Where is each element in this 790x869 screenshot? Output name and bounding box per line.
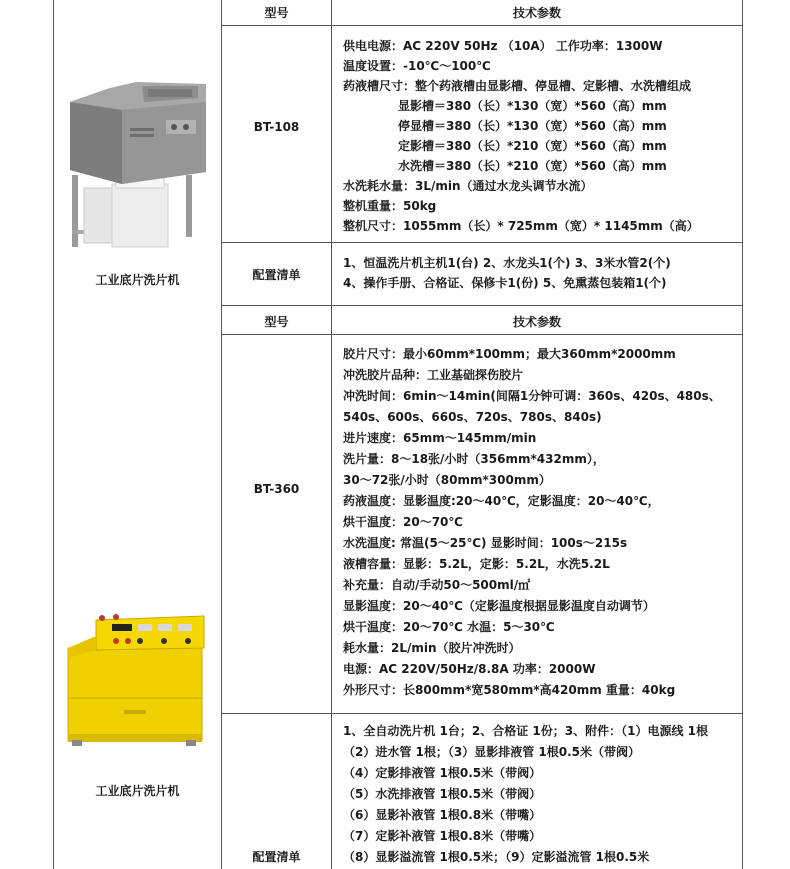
spec-line: 温度设置：-10℃～100℃ xyxy=(343,59,491,73)
spec-line: 冲洗时间：6min～14min(间隔1分钟可调：360s、420s、480s、 xyxy=(343,389,721,403)
model-bt-108: BT-108 xyxy=(253,120,300,134)
spec-line: 整机尺寸：1055mm（长）* 725mm（宽）* 1145mm（高） xyxy=(343,219,699,233)
spec-line: 洗片量：8～18张/小时（356mm*432mm）， xyxy=(343,452,605,466)
config-line: （5）水洗排液管 1根0.5米（带阀） xyxy=(343,787,542,801)
config-label-bt-108: 配置清单 xyxy=(252,268,301,282)
spec-line: 定影槽＝380（长）*210（宽）*560（高）mm xyxy=(398,139,667,153)
config-line: （4）定影排液管 1根0.5米（带阀） xyxy=(343,766,542,780)
spec-line: 耗水量：2L/min（胶片冲洗时） xyxy=(343,641,521,655)
config-line: （7）定影补液管 1根0.8米（带嘴） xyxy=(343,829,542,843)
spec-line: 水洗耗水量：3L/min（通过水龙头调节水流） xyxy=(343,179,593,193)
spec-line: 进片速度：65mm～145mm/min xyxy=(343,431,537,445)
spec-line: 供电电源：AC 220V 50Hz （10A） 工作功率：1300W xyxy=(343,39,663,53)
spec-list-bt-108 xyxy=(343,36,738,236)
spec-line: 药液温度：显影温度:20～40℃，定影温度：20～40℃， xyxy=(343,494,660,508)
spec-line: 外形尺寸：长800mm*宽580mm*高420mm 重量：40kg xyxy=(343,683,676,697)
config-list-bt-108 xyxy=(343,253,738,293)
spec-line: 液槽容量：显影：5.2L，定影：5.2L，水洗5.2L xyxy=(343,557,610,571)
header-model-2: 型号 xyxy=(264,315,289,329)
spec-line: 显影温度：20～40℃（定影温度根据显影温度自动调节） xyxy=(343,599,655,613)
bt-360-machine-image xyxy=(64,614,210,748)
config-label-bt-360: 配置清单 xyxy=(252,850,301,864)
spec-line: 药液槽尺寸：整个药液槽由显影槽、停显槽、定影槽、水洗槽组成 xyxy=(343,79,692,93)
header-spec: 技术参数 xyxy=(512,6,561,20)
spec-line: 整机重量：50kg xyxy=(343,199,437,213)
caption-bt-108: 工业底片洗片机 xyxy=(95,273,180,287)
config-line: （2）进水管 1根；（3）显影排液管 1根0.5米（带阀） xyxy=(343,745,641,759)
header-model: 型号 xyxy=(264,6,289,20)
config-line: 1、全自动洗片机 1台；2、合格证 1份；3、附件：（1）电源线 1根 xyxy=(343,724,708,738)
spec-line: 补充量：自动/手动50～500ml/㎡ xyxy=(343,578,531,592)
spec-line: 烘干温度：20～70℃ 水温：5～30℃ xyxy=(343,620,555,634)
spec-line: 冲洗胶片品种：工业基础探伤胶片 xyxy=(343,368,524,382)
spec-line: 水洗槽＝380（长）*210（宽）*560（高）mm xyxy=(398,159,667,173)
spec-list-bt-360 xyxy=(343,344,741,701)
spec-line: 30～72张/小时（80mm*300mm） xyxy=(343,473,551,487)
config-line: （8）显影溢流管 1根0.5米；（9）定影溢流管 1根0.5米 xyxy=(343,850,650,864)
spec-line: 胶片尺寸：最小60mm*100mm；最大360mm*2000mm xyxy=(343,347,676,361)
config-list-bt-360 xyxy=(343,721,741,868)
config-line: 1、恒温洗片机主机1(台) 2、水龙头1(个) 3、3米水管2(个) xyxy=(343,256,671,270)
spec-line: 显影槽＝380（长）*130（宽）*560（高）mm xyxy=(398,99,667,113)
spec-line: 540s、600s、660s、720s、780s、840s) xyxy=(343,410,602,424)
model-bt-360: BT-360 xyxy=(253,482,300,496)
header-spec-2: 技术参数 xyxy=(512,315,561,329)
spec-line: 电源：AC 220V/50Hz/8.8A 功率：2000W xyxy=(343,662,596,676)
spec-line: 停显槽＝380（长）*130（宽）*560（高）mm xyxy=(398,119,667,133)
caption-bt-360: 工业底片洗片机 xyxy=(95,784,180,798)
spec-line: 烘干温度：20～70℃ xyxy=(343,515,463,529)
config-line: 4、操作手册、合格证、保修卡1(份) 5、免熏蒸包装箱1(个) xyxy=(343,276,667,290)
bt-108-machine-image xyxy=(66,80,214,252)
config-line: （6）显影补液管 1根0.8米（带嘴） xyxy=(343,808,542,822)
spec-line: 水洗温度: 常温(5～25℃) 显影时间：100s～215s xyxy=(343,536,628,550)
